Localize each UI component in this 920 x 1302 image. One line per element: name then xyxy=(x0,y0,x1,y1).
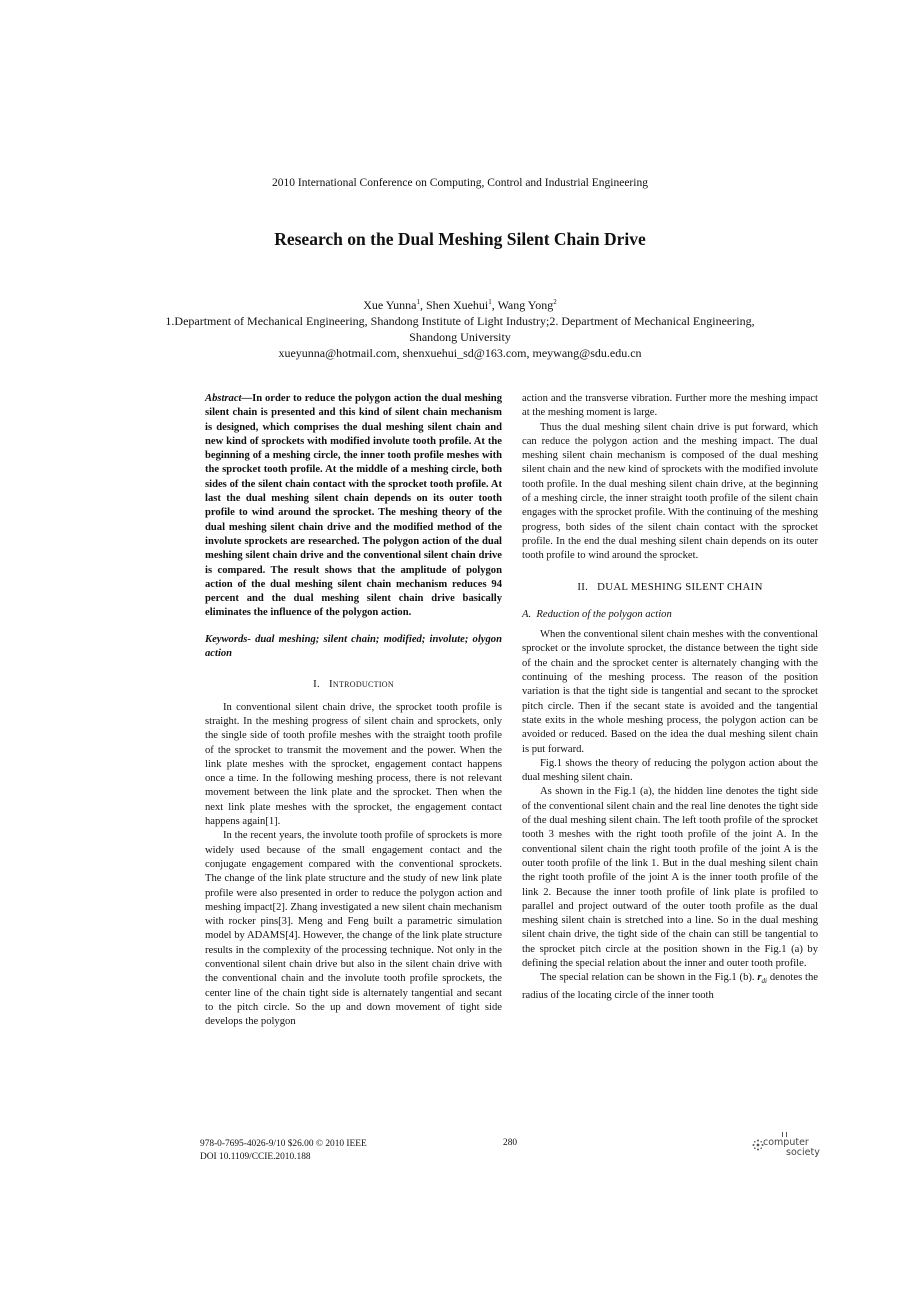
logo-text-line2: society xyxy=(786,1147,820,1158)
abstract-text: —In order to reduce the polygon action the dual meshing silent chain is presented and this kind of silent chain mechanism is designed, which comprises the dual meshing silent chain and new kind of sprockets with modified involute tooth profile. At the beginning of a meshing circle, the inner tooth profile meshes with the sprocket tooth profile. At the middle of a meshing circle, both sides of the silent chain contact with the sprocket tooth profile. At last the dual meshing silent chain depends on its outer tooth profile to wind around the sprocket. The meshing theory of the dual meshing silent chain drive and the modified method of the involute sprockets are researched. The polygon action of the dual meshing silent chain drive and the conventional silent chain drive is compared. The result shows that the amplitude of polygon action of the dual meshing silent chain mechanism reduces 94 percent and the dual meshing silent chain drive basically eliminates the influence of the polygon action. xyxy=(205,393,502,619)
section-number: II. xyxy=(577,580,589,593)
author-sep: , xyxy=(419,298,426,312)
section-title: Introduction xyxy=(328,678,394,691)
abstract-label: Abstract xyxy=(205,393,242,404)
math-symbol: r xyxy=(757,972,762,984)
author-name: Wang Yong xyxy=(497,298,554,312)
left-column xyxy=(205,392,502,1029)
footer-copyright xyxy=(200,1138,367,1164)
affiliation-line-1: 1.Department of Mechanical Engineering, Shandong Institute of Light Industry;2. Department of Mechanical Engineering, xyxy=(165,314,755,328)
logo-text-line1: computer xyxy=(763,1137,809,1148)
paragraph: As shown in the Fig.1 (a), the hidden line denotes the tight side of the conventional silent chain and the real line denotes the tight side of the dual meshing silent chain. The left tooth profile of the sprocket tooth 3 meshes with the right tooth profile of the joint A. In the conventional silent chain the right tooth profile of the joint A is the outer tooth profile of the link 1. But in the dual meshing silent chain the right tooth profile of the joint A is the inner tooth profile of the link 2. Because the inner tooth profile of link plate is profiled to parallel and project outward of the outer tooth profile as the dual meshing silent chain is stretched into a line. So in the dual meshing silent chain drive, the tight side of the chain can still be tangential to the sprocket pitch circle at the position shown in the Fig.1 (a) by defining the special relation about the inner and outer tooth profile. xyxy=(522,786,818,969)
section-heading-dual-meshing xyxy=(522,580,818,594)
keywords: Keywords- dual meshing; silent chain; modified; involute; olygon action xyxy=(205,633,502,660)
author-affil-mark: 2 xyxy=(553,298,557,306)
right-column xyxy=(522,392,818,1003)
paragraph: action and the transverse vibration. Further more the meshing impact at the meshing moment is large. xyxy=(522,393,818,419)
computer-society-logo xyxy=(748,1132,820,1160)
paragraph: When the conventional silent chain meshes with the conventional sprocket or the involute sprocket, the distance between the tight side of the chain and the sprocket center is alternately changing with the continuing of the meshing process. The reason of the position variation is that the tight side is tangential and secant to the sprocket pitch circle. Then if the secant state is avoided and the tangential state exits in the whole meshing process, the polygon action can be avoided or reduced. Based on the idea the dual meshing silent chain is put forward. xyxy=(522,629,818,755)
conference-header: 2010 International Conference on Computing, Control and Industrial Engineering xyxy=(272,177,648,189)
author-block xyxy=(0,297,920,361)
paragraph: In the recent years, the involute tooth profile of sprockets is more widely used because of the small engagement contact and the conjugate engagement compared with the conventional sprockets. The change of the link plate structure and the study of new link plate profile were also presented in order to reduce the polygon action and meshing impact[2]. Zhang investigated a new silent chain mechanism with rocker pins[3]. Meng and Feng built a parametric simulation model by ADAMS[4]. However, the change of the link plate structure results in the complexity of the processing technique. Not only in the conventional silent chain drive but also in the silent chain drive with the conventional chain and the involute tooth profile sprockets, the center line of the chain tight side is alternately tangential and secant to the pitch circle. So the up and down movement of tight side develops the polygon xyxy=(205,830,502,1028)
paragraph-text: denotes the radius of the locating circle of the inner tooth xyxy=(522,972,818,1001)
author-name: Xue Yunna xyxy=(363,298,417,312)
paragraph: Thus the dual meshing silent chain drive is put forward, which can reduce the polygon action and the meshing impact. The dual meshing silent chain mechanism is composed of the dual meshing silent chain and the new kind of sprockets with the modified involute tooth profile. In the dual meshing silent chain drive, at the beginning of a meshing circle, the inner straight tooth profile of the silent chain engages with the sprocket profile. With the continuing of the meshing progress, both sides of the silent chain contact with the sprocket profile. In the end the dual meshing silent chain depends on its outer tooth profile to wind around the sprocket. xyxy=(522,421,818,562)
author-emails: xueyunna@hotmail.com, shenxuehui_sd@163.com, meywang@sdu.edu.cn xyxy=(278,346,642,360)
doi-line: DOI 10.1109/CCIE.2010.188 xyxy=(200,1152,311,1162)
author-name: Shen Xuehui xyxy=(425,298,489,312)
paper-title: Research on the Dual Meshing Silent Chain Drive xyxy=(274,229,646,249)
isbn-line: 978-0-7695-4026-9/10 $26.00 © 2010 IEEE xyxy=(200,1139,367,1149)
author-sep: , xyxy=(491,298,498,312)
section-title: DUAL MESHING SILENT CHAIN xyxy=(597,580,763,593)
author-affil-mark: 1 xyxy=(416,298,420,306)
paragraph: Fig.1 shows the theory of reducing the polygon action about the dual meshing silent chain. xyxy=(522,757,818,784)
math-subscript: di xyxy=(761,977,767,986)
affiliation-line-2: Shandong University xyxy=(409,330,511,344)
paragraph-text: The special relation can be shown in the Fig.1 (b). xyxy=(540,972,755,984)
subsection-heading xyxy=(522,608,818,622)
author-affil-mark: 1 xyxy=(488,298,492,306)
subsection-label: A. xyxy=(522,608,532,620)
section-number: I. xyxy=(313,678,320,691)
paragraph: In conventional silent chain drive, the sprocket tooth profile is straight. In the meshing progress of silent chain and sprockets, only the single side of tooth profile meshes with the straight tooth profile of the sprocket to transmit the movement and the power. When the link plate meshes with the sprocket, engagement contact happens once a time. In the following meshing process, there is not relevant movement between the link plate and the sprocket. Then when the next link plate meshes with the sprocket, the engagement contact happens again[1]. xyxy=(205,701,502,828)
page-number: 280 xyxy=(503,1138,518,1148)
abstract xyxy=(205,392,502,621)
section-heading-introduction xyxy=(205,677,502,691)
paragraph xyxy=(522,971,818,1003)
author-names xyxy=(0,297,920,313)
subsection-title: Reduction of the polygon action xyxy=(536,608,672,620)
